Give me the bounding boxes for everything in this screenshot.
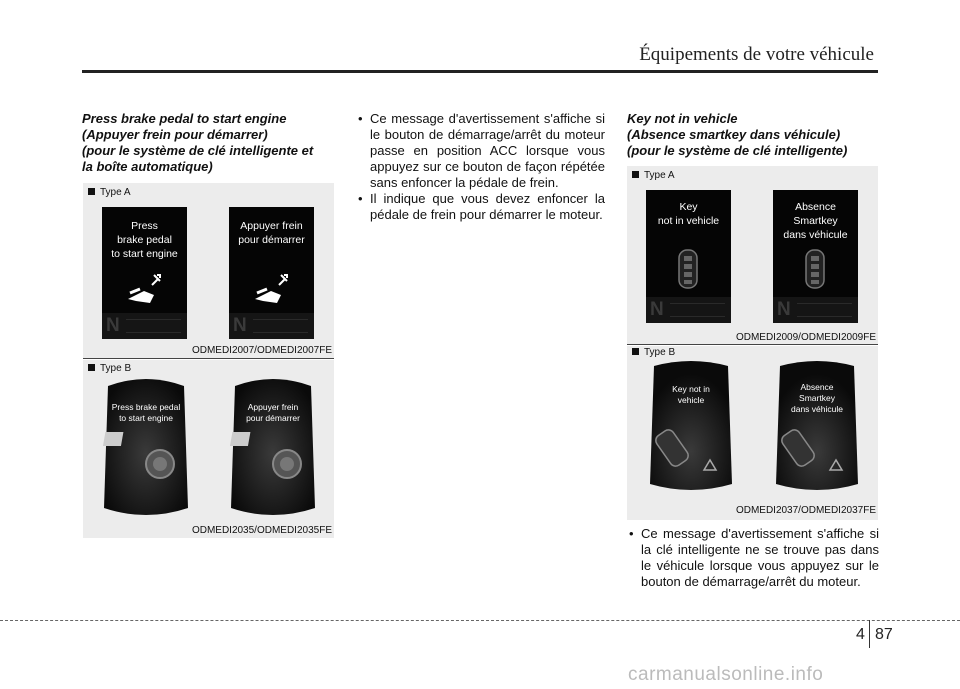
brake-pedal-icon <box>124 271 168 307</box>
odometer-strip <box>253 319 308 333</box>
screen-bezel <box>102 372 190 522</box>
figure-code: ODMEDI2035/ODMEDI2035FE <box>191 525 332 536</box>
type-label-text: Type B <box>100 363 132 374</box>
screen-line: Press brake pedal <box>111 402 181 412</box>
chapter-number: 4 <box>856 626 865 643</box>
screen-message <box>772 382 862 415</box>
figure-separator <box>627 344 878 345</box>
type-label-text: Type A <box>100 187 131 198</box>
odometer-strip <box>797 303 852 317</box>
smart-key-icon <box>676 248 700 290</box>
screen-line: dans véhicule <box>791 404 843 414</box>
type-label-text: Type A <box>644 170 675 181</box>
left-title-line: (Appuyer frein pour démarrer) <box>82 127 268 142</box>
figure-code: ODMEDI2037/ODMEDI2037FE <box>735 505 876 516</box>
page-number-divider <box>869 620 870 648</box>
cluster-screen-type-b-appuyer <box>229 372 317 522</box>
screen-message <box>229 219 314 247</box>
cluster-screen-type-b-key-not-in <box>646 356 736 496</box>
cluster-screen-key-not-in-vehicle <box>646 190 731 323</box>
odometer-strip <box>670 303 725 317</box>
screen-line: pour démarrer <box>246 413 300 423</box>
gear-n-glyph: N <box>650 299 664 320</box>
footer-dashed-rule <box>0 620 960 621</box>
screen-line: dans véhicule <box>783 229 848 241</box>
right-title-line: Key not in vehicle <box>627 111 738 126</box>
figure-panel-right-type-a <box>627 166 878 344</box>
screen-line: to start engine <box>111 248 178 260</box>
header-rule <box>82 70 878 73</box>
cluster-screen-type-b-absence <box>772 356 862 496</box>
left-section-title <box>82 111 344 175</box>
cluster-screen-absence-smartkey <box>773 190 858 323</box>
bullet-square-icon <box>632 348 639 355</box>
right-section-title <box>627 111 879 159</box>
screen-line: pour démarrer <box>238 234 305 246</box>
smart-key-icon <box>803 248 827 290</box>
type-label <box>88 187 131 198</box>
screen-line: Press <box>131 220 158 232</box>
screen-message <box>646 384 736 406</box>
screen-line: to start engine <box>119 413 173 423</box>
screen-line: vehicle <box>677 395 705 405</box>
brake-pedal-icon <box>251 271 295 307</box>
screen-footer <box>773 297 858 323</box>
bullet-item: • Ce message d'avertissement s'affiche si le bouton de démarrage/arrêt du moteur passe en position ACC lorsque vous appuyez sur ce bouton de façon répétée sans enfoncer la pédale de frein. <box>356 111 605 191</box>
bullet-square-icon <box>88 364 95 371</box>
right-title-line: (pour le système de clé intelligente) <box>627 143 848 158</box>
figure-panel-left-type-a <box>83 183 334 358</box>
right-bullet-list <box>627 526 879 590</box>
cluster-screen-appuyer-frein <box>229 207 314 339</box>
screen-footer <box>229 313 314 339</box>
screen-line: Key not in <box>672 384 710 394</box>
gear-n-glyph: N <box>233 315 247 336</box>
bullet-square-icon <box>632 171 639 178</box>
figure-separator <box>83 358 334 359</box>
figure-code: ODMEDI2009/ODMEDI2009FE <box>735 332 876 343</box>
screen-line: Appuyer frein <box>240 220 303 232</box>
page-number: 87 <box>875 626 893 643</box>
left-title-line: (pour le système de clé intelligente et <box>82 143 314 158</box>
bullet-square-icon <box>88 188 95 195</box>
screen-line: Absence <box>800 382 834 392</box>
screen-bezel <box>646 356 736 496</box>
screen-footer <box>102 313 187 339</box>
screen-line: not in vehicle <box>657 215 720 227</box>
screen-message <box>102 402 190 424</box>
screen-line: Absence <box>795 201 836 213</box>
screen-line: Smartkey <box>799 393 835 403</box>
gear-n-glyph: N <box>777 299 791 320</box>
middle-bullet-list <box>356 111 605 223</box>
bullet-item: • Ce message d'avertissement s'affiche si la clé intelligente ne se trouve pas dans le véhicule lorsque vous appuyez sur le bouton de démarrage/arrêt du moteur. <box>627 526 879 590</box>
running-header: Équipements de votre véhicule <box>639 44 874 65</box>
screen-message <box>102 219 187 261</box>
screen-bezel <box>772 356 862 496</box>
screen-line: Smartkey <box>793 215 838 227</box>
right-title-line: (Absence smartkey dans véhicule) <box>627 127 841 142</box>
left-title-line: Press brake pedal to start engine <box>82 111 287 126</box>
watermark: carmanualsonline.info <box>628 664 824 685</box>
left-title-line: la boîte automatique) <box>82 159 213 174</box>
screen-message <box>646 200 731 228</box>
type-label-text: Type B <box>644 347 676 358</box>
screen-message <box>229 402 317 424</box>
figure-panel-right-type-b <box>627 346 878 520</box>
figure-code: ODMEDI2007/ODMEDI2007FE <box>191 345 332 356</box>
screen-message <box>773 200 858 242</box>
odometer-strip <box>126 319 181 333</box>
cluster-screen-type-b-press-brake <box>102 372 190 522</box>
type-label <box>632 170 675 181</box>
cluster-screen-press-brake <box>102 207 187 339</box>
screen-line: Appuyer frein <box>247 402 299 412</box>
screen-bezel <box>229 372 317 522</box>
screen-footer <box>646 297 731 323</box>
bullet-item: • Il indique que vous devez enfoncer la pédale de frein pour démarrer le moteur. <box>356 191 605 223</box>
figure-panel-left-type-b <box>83 360 334 538</box>
screen-line: brake pedal <box>117 234 172 246</box>
screen-line: Key <box>679 201 698 213</box>
gear-n-glyph: N <box>106 315 120 336</box>
